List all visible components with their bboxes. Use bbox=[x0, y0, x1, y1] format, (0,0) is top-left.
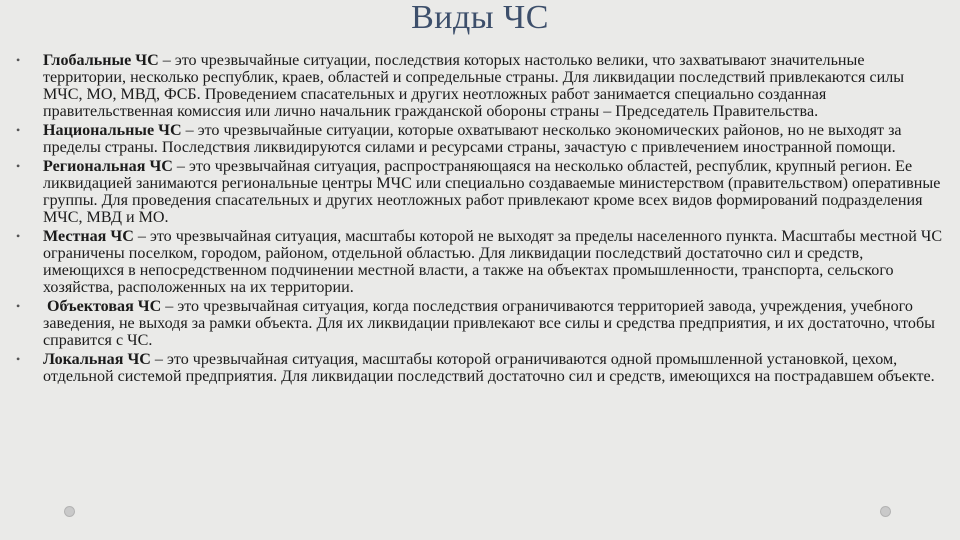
bullet-icon: • bbox=[16, 229, 21, 243]
item-text: – это чрезвычайная ситуация, масштабы которой ограничиваются одной промышленной установкой, цехом, отдельной системой предприятия. Для ликвидации последствий достаточно сил и средств, имеющихся на пострадавшем объекте. bbox=[43, 351, 935, 385]
list-item bbox=[14, 158, 946, 226]
list-item bbox=[14, 228, 946, 296]
decorative-dot-left bbox=[64, 506, 75, 517]
item-term: Объектовая ЧС bbox=[43, 298, 162, 315]
item-text: – это чрезвычайная ситуация, масштабы которой не выходят за пределы населенного пункта. Масштабы местной ЧС ограничены поселком, городом, районом, отдельной областью. Для ликвидации последствий достаточно сил и средств, имеющихся в непосредственном подчинении местной власти, а также на объектах промышленности, транспорта, сельского хозяйства, расположенных на их территории. bbox=[43, 228, 943, 296]
bullet-list bbox=[14, 52, 946, 387]
item-text: – это чрезвычайная ситуация, когда последствия ограничиваются территорией завода, учреждения, учебного заведения, не выходя за рамки объекта. Для их ликвидации привлекают все силы и средства предприятия, и их достаточно, чтобы справится с ЧС. bbox=[43, 298, 935, 349]
item-term: Локальная ЧС bbox=[43, 351, 151, 368]
bullet-icon: • bbox=[16, 352, 21, 366]
item-term: Региональная ЧС bbox=[43, 158, 173, 175]
bullet-icon: • bbox=[16, 123, 21, 137]
list-item bbox=[14, 122, 946, 156]
item-text: – это чрезвычайные ситуации, которые охватывают несколько экономических районов, но не выходят за пределы страны. Последствия ликвидируются силами и ресурсами страны, зачастую с привлечением иностранной помощи. bbox=[43, 122, 902, 156]
list-item bbox=[14, 351, 946, 385]
list-item bbox=[14, 52, 946, 120]
item-term: Национальные ЧС bbox=[43, 122, 182, 139]
item-text: – это чрезвычайная ситуация, распространяющаяся на несколько областей, республик, крупный регион. Ее ликвидацией занимаются региональные центры МЧС или специально создаваемые министерством (правительством) оперативные группы. Для проведения спасательных и других неотложных работ привлекают кроме всех видов формирований подразделения МЧС, МВД и МО. bbox=[43, 158, 941, 226]
item-term: Глобальные ЧС bbox=[43, 52, 159, 69]
decorative-dot-right bbox=[880, 506, 891, 517]
slide-title: Виды ЧС bbox=[411, 0, 549, 36]
bullet-icon: • bbox=[16, 159, 21, 173]
bullet-icon: • bbox=[16, 53, 21, 67]
item-text: – это чрезвычайные ситуации, последствия которых настолько велики, что захватывают значительные территории, несколько республик, краев, областей и сопредельные страны. Для ликвидации последствий привлекаются силы МЧС, МО, МВД, ФСБ. Проведением спасательных и других неотложных работ занимается специально созданная правительственная комиссия или лично начальник гражданской обороны страны – Председатель Правительства. bbox=[43, 52, 905, 120]
bullet-icon: • bbox=[16, 299, 21, 313]
list-item bbox=[14, 298, 946, 349]
item-term: Местная ЧС bbox=[43, 228, 134, 245]
